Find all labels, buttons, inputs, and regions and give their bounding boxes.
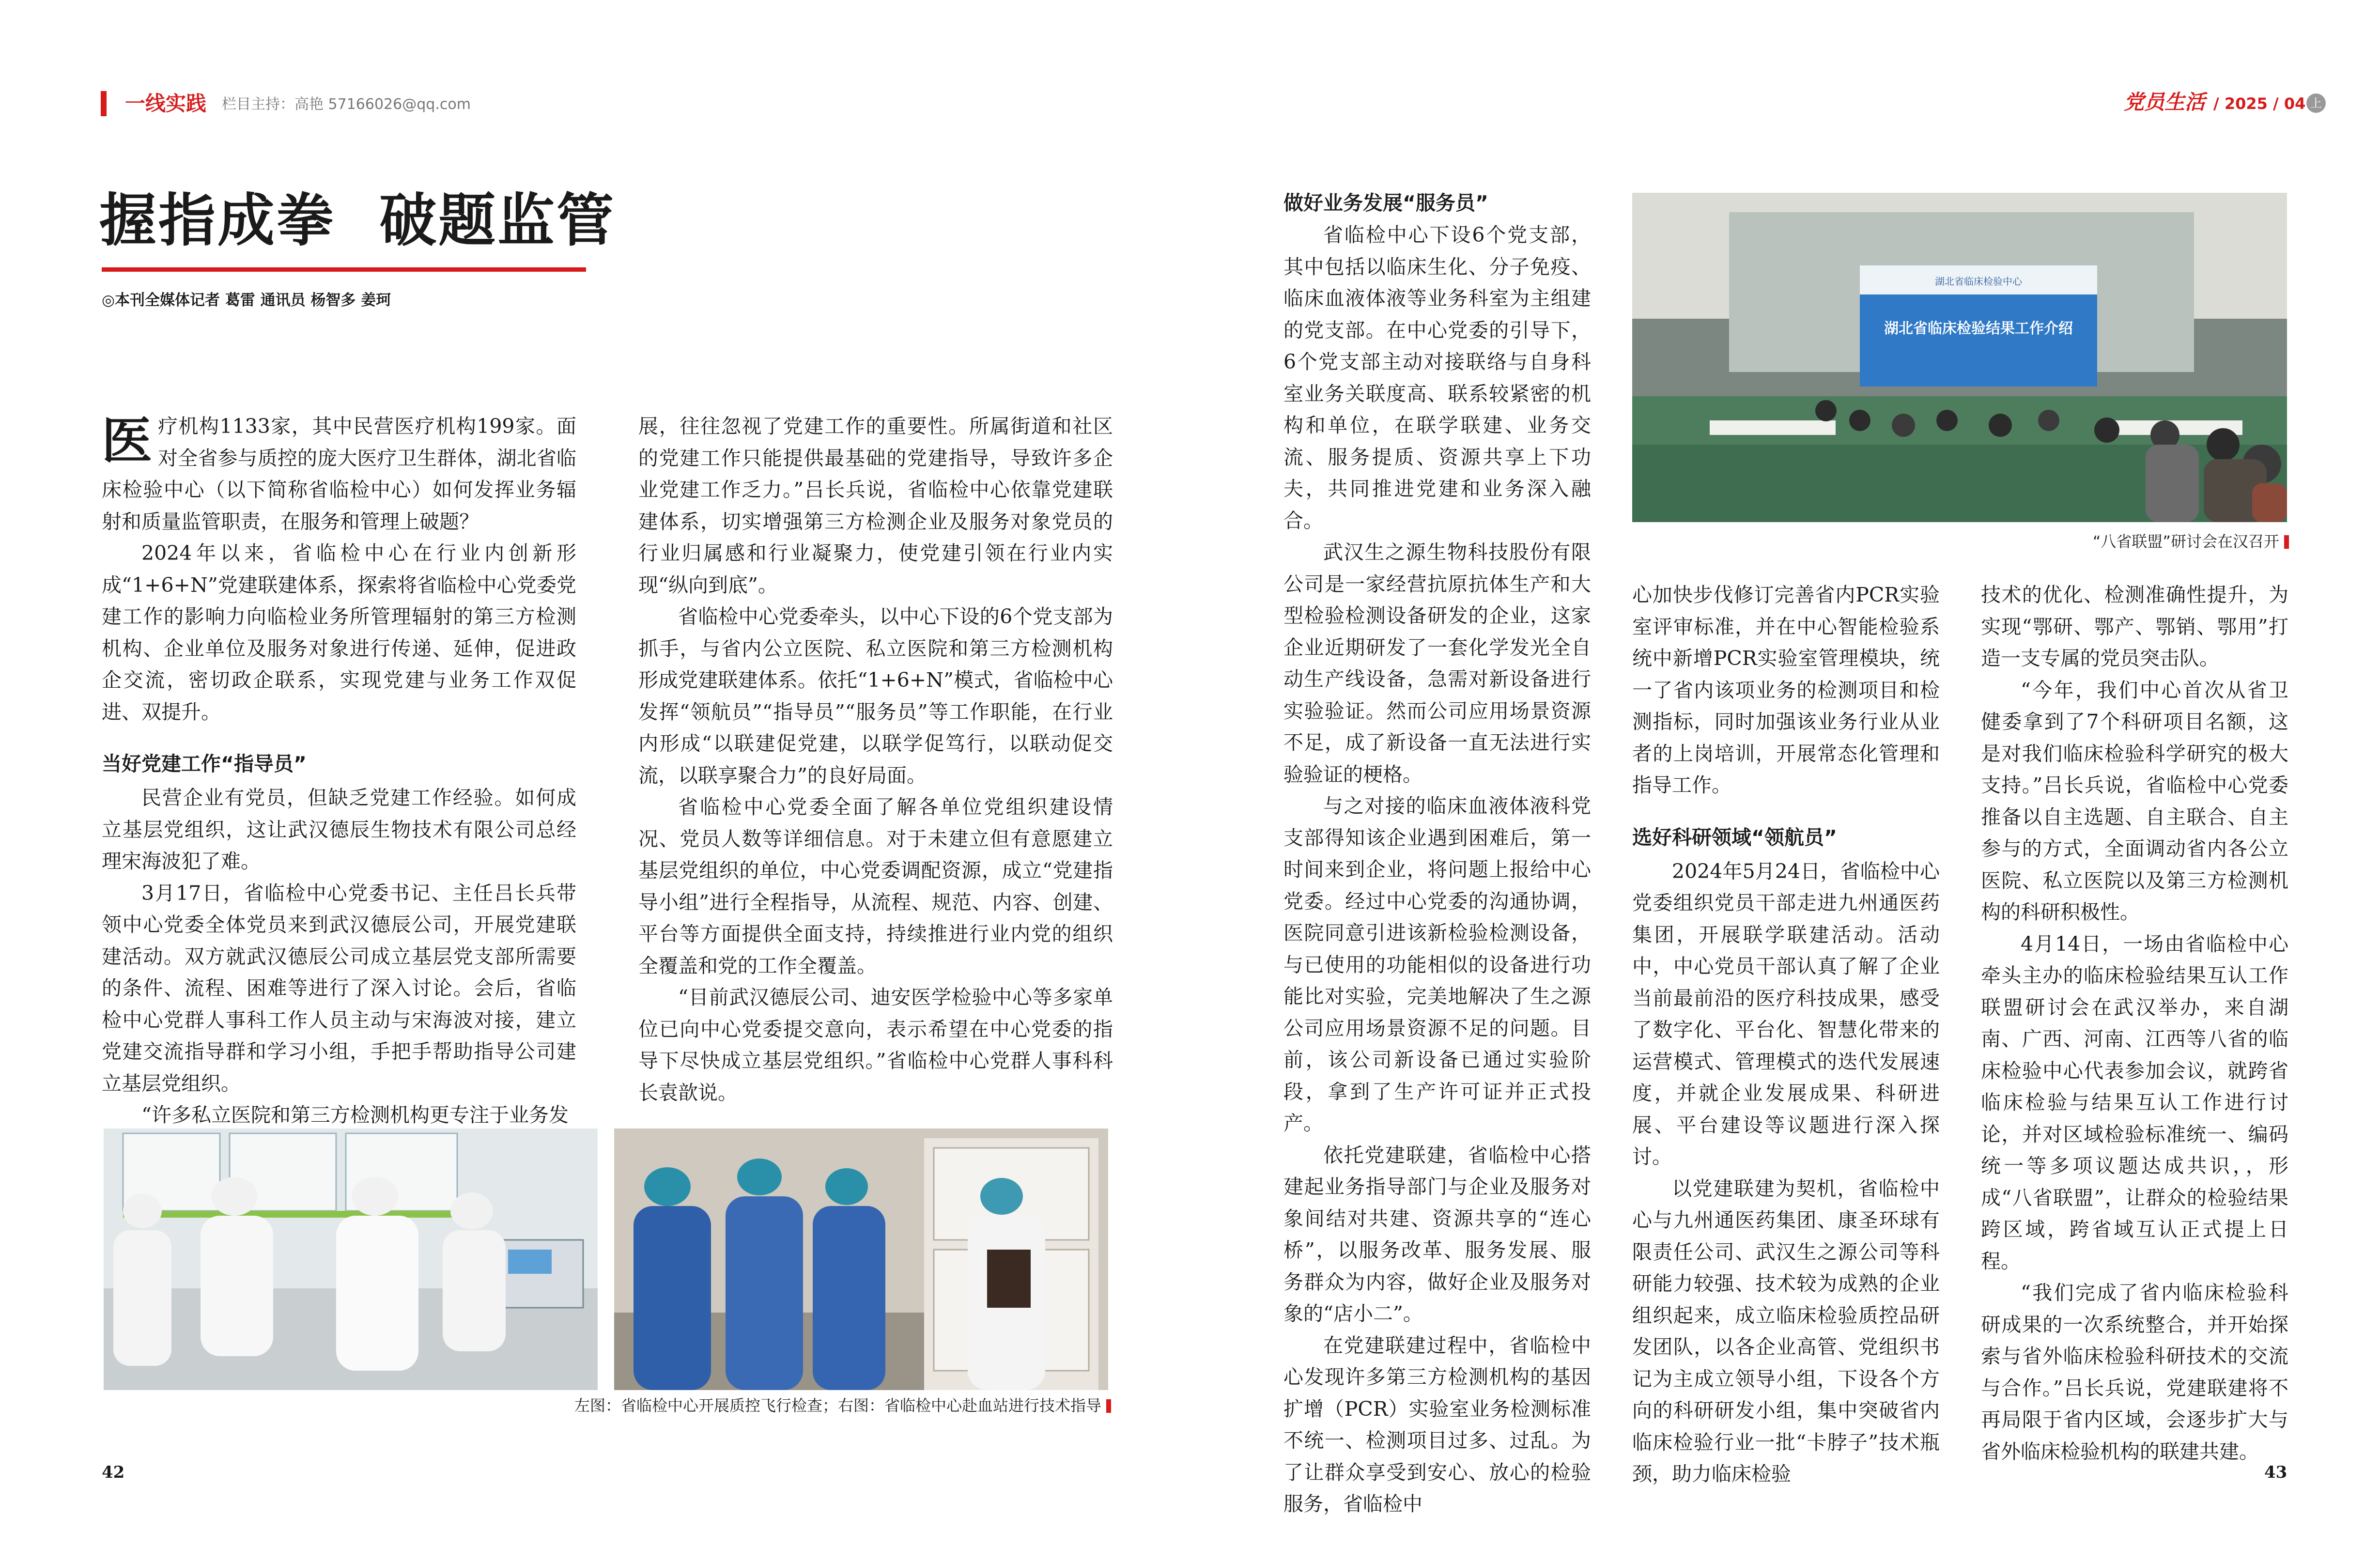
caption-marker	[2284, 535, 2289, 549]
issue-badge: 上	[2306, 93, 2326, 113]
paragraph: 心加快步伐修订完善省内PCR实验室评审标准，并在中心智能检验系统中新增PCR实验室管理模块，统一了省内该项业务的检测项目和检测指标，同时加强该业务行业从业者的上岗培训，开展常态化管理和指导工作。	[1632, 583, 1940, 797]
article-title: 握指成拳 破题监管	[99, 187, 616, 254]
column-2	[638, 411, 1113, 1109]
paragraph: 2024年5月24日，省临检中心党委组织党员干部走进九州通医药集团，开展联学联建活动。活动中，中心党员干部认真了解了企业当前最前沿的医疗科技成果，感受了数字化、平台化、智慧化带来的运营模式、管理模式的迭代发展速度，并就企业发展成果、科研进展、平台建设等议题进行深入探讨。	[1632, 859, 1940, 1168]
caption-marker	[1106, 1399, 1111, 1413]
left-photo-caption-text: 左图：省临检中心开展质控飞行检查；右图：省临检中心赴血站进行技术指导	[574, 1396, 1101, 1415]
paragraph: “我们完成了省内临床检验科研成果的一次系统整合，并开始探索与省外临床检验科研技术的交流与合作。”吕长兵说，党建联建将不再局限于省内区域，会逐步扩大与省外临床检验机构的联建共建。	[1981, 1281, 2288, 1463]
section-heading: 做好业务发展“服务员”	[1283, 191, 1488, 215]
paragraph: 以党建联建为契机，省临检中心与九州通医药集团、康圣环球有限责任公司、武汉生之源公司等科研能力较强、技术较为成熟的企业组织起来，成立临床检验质控品研发团队，以各企业高管、党组织书记为主成立领导小组，下设各个方向的科研研发小组，集中突破省内临床检验行业一批“卡脖子”技术瓶颈，助力临床检验	[1632, 1176, 1940, 1485]
paragraph: 技术的优化、检测准确性提升，为实现“鄂研、鄂产、鄂销、鄂用”打造一支专属的党员突击队。	[1981, 583, 2288, 670]
paragraph: 与之对接的临床血液体液科党支部得知该企业遇到困难后，第一时间来到企业，将问题上报给中心党委。经过中心党委的沟通协调，医院同意引进该新检验检测设备，与已使用的功能相似的设备进行功能比对实验，完美地解决了生之源公司应用场景资源不足的问题。目前，该公司新设备已通过实验阶段，拿到了生产许可证并正式投产。	[1283, 794, 1591, 1135]
page-number-right: 43	[2264, 1463, 2287, 1482]
drop-cap: 医	[102, 411, 153, 470]
paragraph: 2024年以来，省临检中心在行业内创新形成“1+6+N”党建联建体系，探索将省临检中心党委党建工作的影响力向临检业务所管理辐射的第三方检测机构、企业单位及服务对象进行传递、延伸，促进政企交流，密切政企联系，实现党建与业务工作双促进、双提升。	[102, 541, 576, 724]
paragraph: “今年，我们中心首次从省卫健委拿到了7个科研项目名额，这是对我们临床检验科学研究的极大支持。”吕长兵说，省临检中心党委推备以自主选题、自主联合、自主参与的方式，全面调动省内各公立医院、私立医院以及第三方检测机构的科研积极性。	[1981, 678, 2288, 924]
right-photo-caption-text: “八省联盟”研讨会在汉召开	[2092, 532, 2279, 551]
page-number-left: 42	[102, 1463, 125, 1482]
photo-conference	[1632, 193, 2287, 522]
screen-title: 湖北省临床检验结果工作介绍	[1884, 320, 2073, 337]
column-3	[1283, 186, 1591, 1520]
paragraph: 疗机构1133家，其中民营医疗机构199家。面对全省参与质控的庞大医疗卫生群体，湖北省临床检验中心（以下简称省临检中心）如何发挥业务辐射和质量监管职责，在服务和管理上破题？	[102, 415, 576, 533]
paragraph: 在党建联建过程中，省临检中心发现许多第三方检测机构的基因扩增（PCR）实验室业务检测标准不统一、检测项目过多、过乱。为了让群众享受到安心、放心的检验服务，省临检中	[1283, 1333, 1591, 1516]
byline: ◎本刊全媒体记者 葛雷 通讯员 杨智多 姜珂	[102, 292, 391, 309]
section-heading: 当好党建工作“指导员”	[102, 752, 307, 775]
paragraph: 依托党建联建，省临检中心搭建起业务指导部门与企业及服务对象间结对共建、资源共享的“连心桥”，以服务改革、服务发展、服务群众为内容，做好企业及服务对象的“店小二”。	[1283, 1143, 1591, 1325]
photo-conference-image	[1632, 193, 2287, 522]
photo-blood-station	[614, 1129, 1108, 1390]
column-5	[1981, 579, 2288, 1468]
photo-quality-inspection-image	[104, 1129, 598, 1390]
section-name: 一线实践	[125, 92, 207, 115]
paragraph: “目前武汉德辰公司、迪安医学检验中心等多家单位已向中心党委提交意向，表示希望在中心党委的指导下尽快成立基层党组织。”省临检中心党群人事科科长袁歆说。	[638, 986, 1113, 1104]
section-heading: 选好科研领域“领航员”	[1632, 825, 1837, 849]
screen-org: 湖北省临床检验中心	[1935, 276, 2022, 287]
paragraph: “许多私立医院和第三方检测机构更专注于业务发	[141, 1103, 569, 1127]
section-marker	[101, 91, 107, 116]
paragraph: 省临检中心党委全面了解各单位党组织建设情况、党员人数等详细信息。对于未建立但有意愿建立基层党组织的单位，中心党委调配资源，成立“党建指导小组”进行全程指导，从流程、规范、内容、创建、平台等方面提供全面支持，持续推进行业内党的组织全覆盖和党的工作全覆盖。	[638, 795, 1113, 977]
paragraph: 民营企业有党员，但缺乏党建工作经验。如何成立基层党组织，这让武汉德辰生物技术有限公司总经理宋海波犯了难。	[102, 786, 576, 873]
paragraph: 展，往往忽视了党建工作的重要性。所属街道和社区的党建工作只能提供最基础的党建指导，导致许多企业党建工作乏力。”吕长兵说，省临检中心依靠党建联建体系，切实增强第三方检测企业及服务对象党员的行业归属感和行业凝聚力，使党建引领在行业内实现“纵向到底”。	[638, 415, 1113, 597]
left-photo-caption	[574, 1396, 1111, 1415]
title-rule	[102, 267, 586, 272]
paragraph: 省临检中心党委牵头，以中心下设的6个党支部为抓手，与省内公立医院、私立医院和第三方检测机构形成党建联建体系。依托“1+6+N”模式，省临检中心发挥“领航员”“指导员”“服务员”等工作职能，在行业内形成“以联建促党建，以联学促笃行，以联动促交流，以联享聚合力”的良好局面。	[638, 605, 1113, 787]
column-4	[1632, 579, 1940, 1490]
paragraph: 4月14日，一场由省临检中心牵头主办的临床检验结果互认工作联盟研讨会在武汉举办，来自湖南、广西、河南、江西等八省的临床检验中心代表参加会议，就跨省临床检验与结果互认工作进行讨论，并对区域检验标准统一、编码统一等多项议题达成共识，，形成“八省联盟”，让群众的检验结果跨区域，跨省域互认正式提上日程。	[1981, 932, 2288, 1273]
right-photo-caption	[2093, 532, 2289, 551]
magazine-logo: 党员生活	[2124, 90, 2206, 114]
paragraph: 武汉生之源生物科技股份有限公司是一家经营抗原抗体生产和大型检验检测设备研发的企业，这家企业近期研发了一套化学发光全自动生产线设备，急需对新设备进行实验验证。然而公司应用场景资源不足，成了新设备一直无法进行实验验证的梗格。	[1283, 541, 1591, 786]
paragraph: 省临检中心下设6个党支部，其中包括以临床生化、分子免疫、临床血液体液等业务科室为主组建的党支部。在中心党委的引导下，6个党支部主动对接联络与自身科室业务关联度高、联系较紧密的机构和单位，在联学联建、业务交流、服务提质、资源共享上下功夫，共同推进党建和业务深入融合。	[1283, 223, 1591, 532]
column-host: 栏目主持：高艳 57166026@qq.com	[222, 96, 471, 113]
issue-number: / 2025 / 04	[2213, 94, 2306, 113]
paragraph: 3月17日，省临检中心党委书记、主任吕长兵带领中心党委全体党员来到武汉德辰公司，开展党建联建活动。双方就武汉德辰公司成立基层党支部所需要的条件、流程、困难等进行了深入讨论。会后，省临检中心党群人事科工作人员主动与宋海波对接，建立党建交流指导群和学习小组，手把手帮助指导公司建立基层党组织。	[102, 881, 576, 1095]
column-1	[102, 411, 576, 1131]
photo-blood-station-image	[614, 1129, 1108, 1390]
photo-quality-inspection	[104, 1129, 598, 1390]
